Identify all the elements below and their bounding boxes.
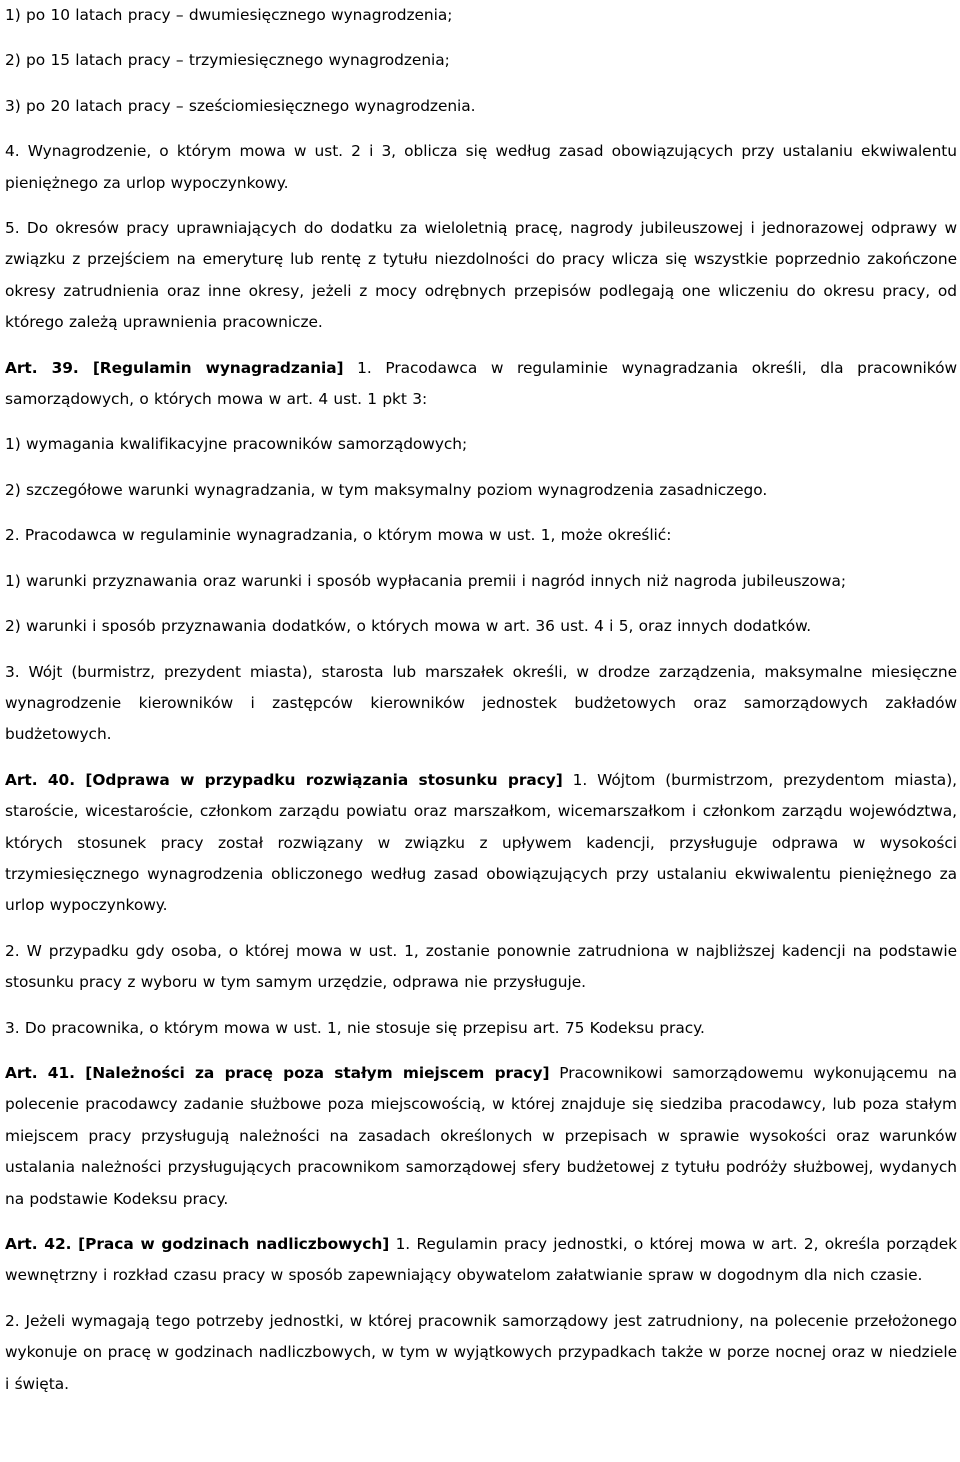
paragraph-1-1: 1) po 10 latach pracy – dwumiesięcznego wynagrodzenia; — [5, 6, 453, 24]
article-39-heading: Art. 39. [Regulamin wynagradzania] — [5, 358, 344, 377]
article-39-paragraph-2: 2. Pracodawca w regulaminie wynagradzania, o którym mowa w ust. 1, może określić: — [5, 526, 672, 545]
paragraph-5: 5. Do okresów pracy uprawniających do dodatku za wieloletnią pracę, nagrody jubileuszowej i jednorazowej odprawy w związku z przejściem na emeryturę lub rentę z tytułu niezdolności do pracy wlicza się wszystkie poprzednio zakończone okresy zatrudnienia oraz inne okresy, jeżeli z mocy odrębnych przepisów podlegają one wliczeniu do okresu pracy, od którego zależą uprawnienia pracownicze. — [5, 219, 957, 332]
article-39-paragraph-3: 3. Wójt (burmistrz, prezydent miasta), starosta lub marszałek określi, w drodze zarządzenia, maksymalne miesięczne wynagrodzenie kierowników i zastępców kierowników jednostek budżetowych oraz samorządowych zakładów budżetowych. — [5, 662, 957, 744]
article-39-item-2: 2) szczegółowe warunki wynagradzania, w tym maksymalny poziom wynagrodzenia zasadniczego. — [5, 480, 768, 499]
document-page — [5, 0, 957, 1400]
article-39-body: 1. Pracodawca w regulaminie wynagradzania określi, dla pracowników samorządowych, o których mowa w art. 4 ust. 1 pkt 3: — [5, 358, 957, 409]
article-40-paragraph-3: 3. Do pracownika, o którym mowa w ust. 1, nie stosuje się przepisu art. 75 Kodeksu pracy. — [5, 1018, 705, 1037]
paragraph-4: 4. Wynagrodzenie, o którym mowa w ust. 2 i 3, oblicza się według zasad obowiązujących przy ustalaniu ekwiwalentu pieniężnego za urlop wypoczynkowy. — [5, 142, 957, 192]
article-39-paragraph-2-item-1: 1) warunki przyznawania oraz warunki i sposób wypłacania premii i nagród innych niż nagroda jubileuszowa; — [5, 571, 846, 590]
article-40-paragraph-2: 2. W przypadku gdy osoba, o której mowa w ust. 1, zostanie ponownie zatrudniona w najbliższej kadencji na podstawie stosunku pracy z wyboru w tym samym urzędzie, odprawa nie przysługuje. — [5, 941, 957, 992]
article-41-heading: Art. 41. [Należności za pracę poza stałym miejscem pracy] — [5, 1063, 550, 1082]
article-42-paragraph-1 — [5, 1229, 957, 1292]
article-41 — [5, 1058, 957, 1215]
article-40-paragraph-1 — [5, 765, 957, 922]
paragraph-1-3: 3) po 20 latach pracy – sześciomiesięcznego wynagrodzenia. — [5, 96, 476, 115]
article-39-item-1: 1) wymagania kwalifikacyjne pracowników samorządowych; — [5, 435, 468, 454]
article-41-body: Pracownikowi samorządowemu wykonującemu na polecenie pracodawcy zadanie służbowe poza miejscowością, w której znajduje się siedziba pracodawcy, lub poza stałym miejscem pracy przysługują należności na zasadach określonych w przepisach w sprawie wysokości oraz warunków ustalania należności przysługujących pracownikom samorządowej sfery budżetowej z tytułu podróży służbowej, wydanych na podstawie Kodeksu pracy. — [5, 1063, 958, 1208]
article-42-body: 1. Regulamin pracy jednostki, o której mowa w art. 2, określa porządek wewnętrzny i rozkład czasu pracy w sposób zapewniający obywatelom załatwianie spraw w dogodnym dla nich czasie. — [5, 1235, 957, 1285]
paragraph-1-2: 2) po 15 latach pracy – trzymiesięcznego wynagrodzenia; — [5, 51, 450, 70]
article-39-paragraph-2-item-2: 2) warunki i sposób przyznawania dodatków, o których mowa w art. 36 ust. 4 i 5, oraz innych dodatków. — [5, 617, 812, 636]
article-40-body: 1. Wójtom (burmistrzom, prezydentom miasta), staroście, wicestaroście, członkom zarządu powiatu oraz marszałkom, wicemarszałkom i członkom zarządu województwa, których stosunek pracy został rozwiązany w związku z upływem kadencji, przysługuje odprawa w wysokości trzymiesięcznego wynagrodzenia obliczonego według zasad obowiązujących przy ustalaniu ekwiwalentu pieniężnego za urlop wypoczynkowy. — [5, 770, 957, 915]
article-42-paragraph-2: 2. Jeżeli wymagają tego potrzeby jednostki, w której pracownik samorządowy jest zatrudniony, na polecenie przełożonego wykonuje on pracę w godzinach nadliczbowych, w tym w wyjątkowych przypadkach także w porze nocnej oraz w niedziele i święta. — [5, 1311, 957, 1393]
article-42-heading: Art. 42. [Praca w godzinach nadliczbowych] — [5, 1235, 390, 1253]
article-40-heading: Art. 40. [Odprawa w przypadku rozwiązania stosunku pracy] — [5, 770, 563, 789]
article-39-paragraph-1 — [5, 353, 957, 416]
